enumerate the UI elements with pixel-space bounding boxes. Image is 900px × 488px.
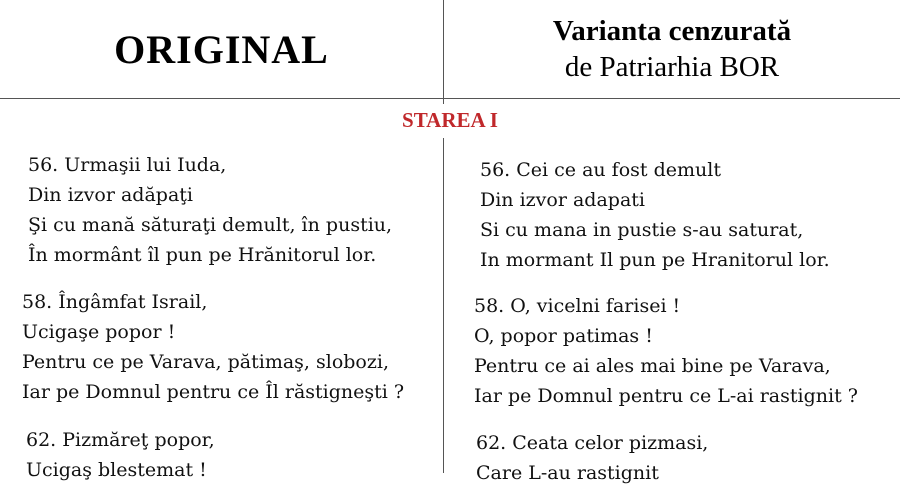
censored-subtitle: de Patriarhia BOR [564, 51, 780, 83]
header-divider [0, 98, 900, 99]
verse-line: 56. Cei ce au fost demult [480, 159, 721, 181]
section-label: STAREA I [0, 108, 900, 133]
header-right [444, 0, 900, 98]
verse-line: In mormant Il pun pe Hranitorul lor. [480, 249, 830, 271]
verse-line: Şi cu mană săturaţi demult, în pustiu, [28, 214, 393, 236]
verse-line: 62. Ceata celor pizmasi, [476, 432, 709, 454]
right-stanza-56 [480, 155, 830, 275]
verse-line: 58. O, vicelni farisei ! [474, 295, 681, 317]
left-stanza-56 [28, 150, 392, 270]
verse-line: Pentru ce ai ales mai bine pe Varava, [474, 355, 831, 377]
verse-line: 58. Îngâmfat Israil, [22, 291, 208, 313]
verse-line: Din izvor adapati [480, 189, 645, 211]
censored-title: Varianta cenzurată [552, 15, 792, 47]
verse-line: Iar pe Domnul pentru ce L-ai rastignit ? [474, 385, 858, 407]
verse-line: O, popor patimas ! [474, 325, 653, 347]
verse-line: 62. Pizmăreţ popor, [26, 429, 215, 451]
verse-line: Care L-au rastignit [476, 462, 659, 484]
verse-line: Ucigaşe popor ! [22, 321, 176, 343]
right-stanza-58 [474, 291, 858, 411]
verse-line: Pentru ce pe Varava, pătimaş, slobozi, [22, 351, 390, 373]
verse-line: Si cu mana in pustie s-au saturat, [480, 219, 804, 241]
left-stanza-58 [22, 287, 404, 407]
right-stanza-62 [476, 428, 708, 488]
verse-line: Din izvor adăpaţi [28, 184, 193, 206]
verse-line: Iar pe Domnul pentru ce Îl răstigneşti ? [22, 381, 405, 403]
verse-line: 56. Urmaşii lui Iuda, [28, 154, 227, 176]
header-left [0, 0, 443, 98]
verse-line: În mormânt îl pun pe Hrănitorul lor. [28, 244, 377, 266]
left-stanza-62 [26, 425, 215, 485]
original-title: ORIGINAL [114, 26, 329, 72]
verse-line: Ucigaş blestemat ! [26, 459, 207, 481]
